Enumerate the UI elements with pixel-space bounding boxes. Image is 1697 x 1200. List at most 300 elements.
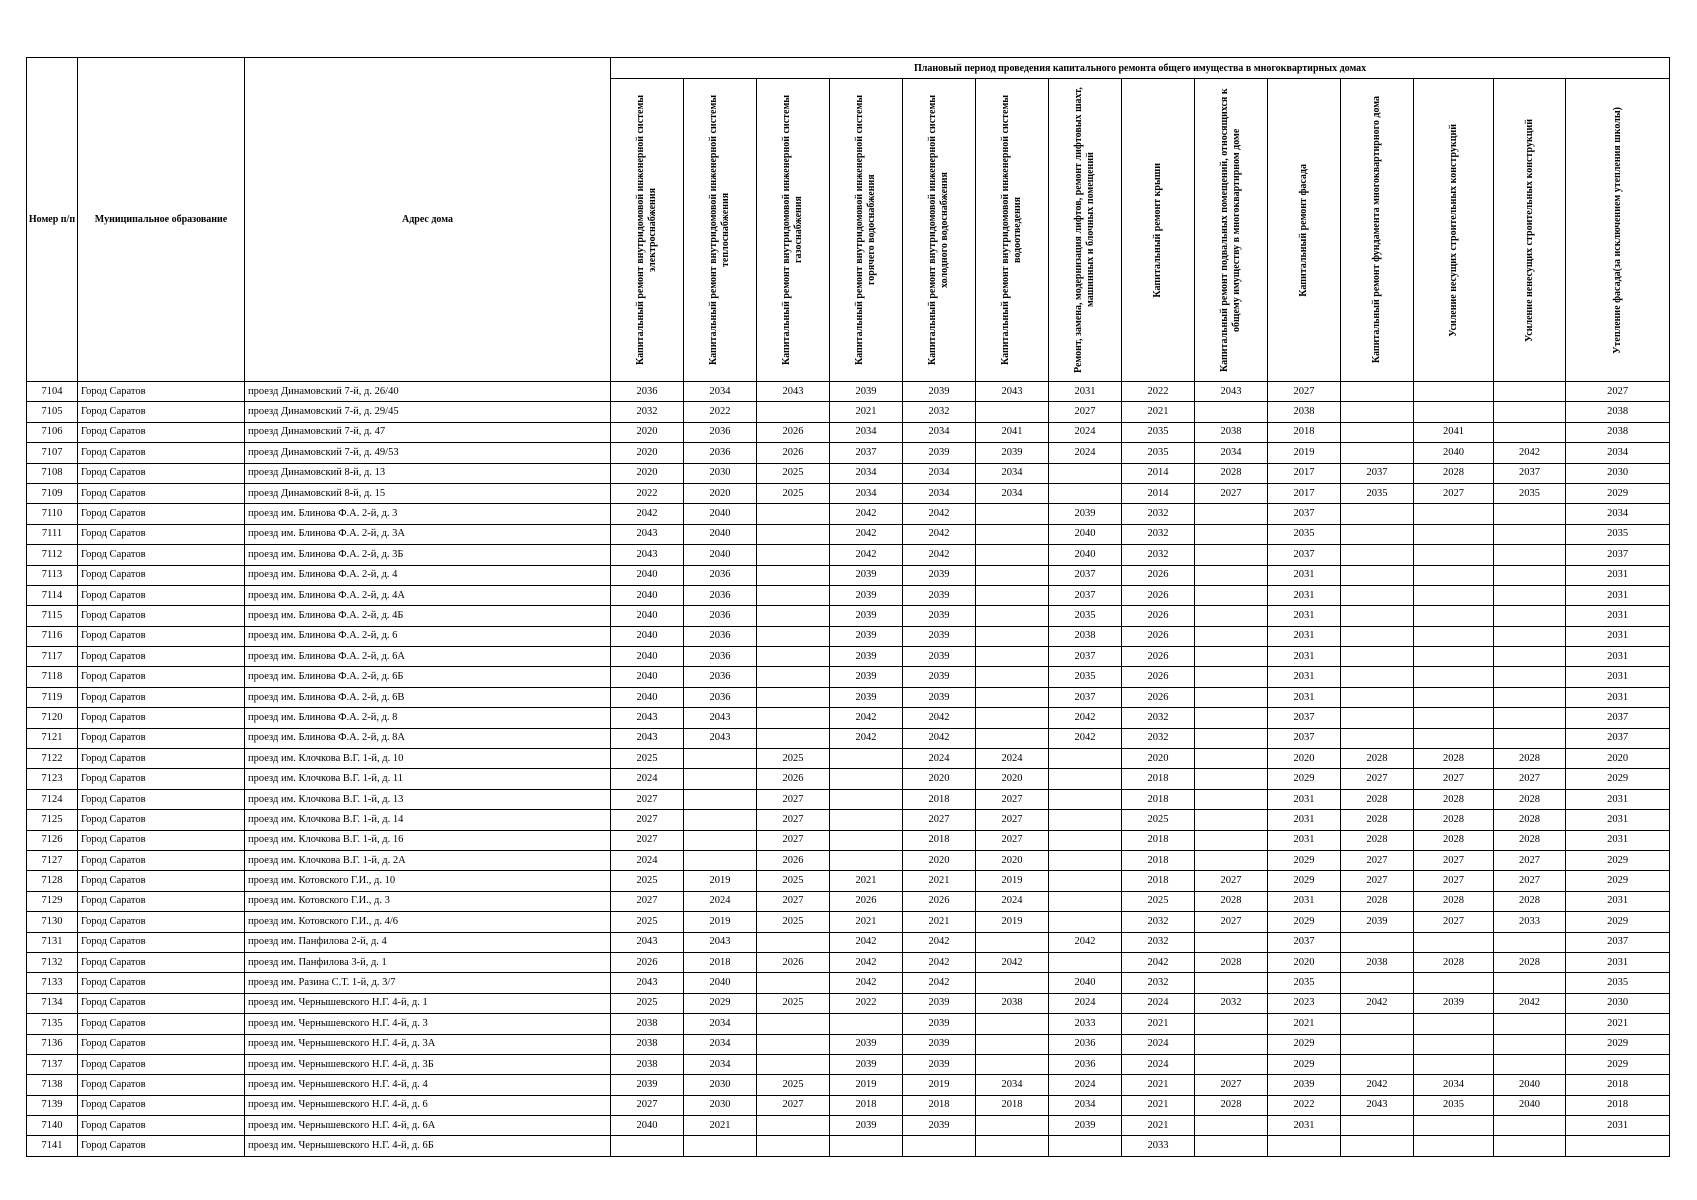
year-cell: 2038 bbox=[1268, 402, 1341, 422]
year-cell bbox=[830, 1014, 903, 1034]
year-cell: 2037 bbox=[1566, 545, 1670, 565]
table-row bbox=[27, 422, 1670, 442]
year-cell: 2040 bbox=[684, 973, 757, 993]
year-cell: 2024 bbox=[1122, 1054, 1195, 1074]
year-cell: 2030 bbox=[684, 463, 757, 483]
year-cell: 2036 bbox=[684, 647, 757, 667]
year-cell: 2039 bbox=[830, 1034, 903, 1054]
year-cell bbox=[757, 1136, 830, 1156]
year-cell: 2040 bbox=[611, 606, 684, 626]
year-cell bbox=[976, 402, 1049, 422]
year-cell: 2027 bbox=[757, 891, 830, 911]
year-cell: 2020 bbox=[611, 422, 684, 442]
row-address: проезд им. Блинова Ф.А. 2-й, д. 8 bbox=[245, 708, 611, 728]
year-cell: 2039 bbox=[903, 667, 976, 687]
year-cell: 2027 bbox=[757, 1095, 830, 1115]
year-cell: 2031 bbox=[1566, 585, 1670, 605]
year-cell bbox=[1341, 1136, 1414, 1156]
year-cell: 2039 bbox=[903, 687, 976, 707]
year-cell: 2027 bbox=[903, 810, 976, 830]
table-body bbox=[27, 382, 1670, 1157]
row-address: проезд им. Панфилова 2-й, д. 4 bbox=[245, 932, 611, 952]
year-cell: 2028 bbox=[1341, 891, 1414, 911]
table-row bbox=[27, 749, 1670, 769]
year-cell: 2026 bbox=[757, 422, 830, 442]
year-cell: 2025 bbox=[757, 871, 830, 891]
row-number: 7112 bbox=[27, 545, 78, 565]
year-cell: 2040 bbox=[611, 1116, 684, 1136]
year-cell: 2021 bbox=[1122, 1014, 1195, 1034]
year-cell bbox=[757, 504, 830, 524]
year-cell: 2026 bbox=[611, 952, 684, 972]
year-cell: 2043 bbox=[611, 973, 684, 993]
row-municipality: Город Саратов bbox=[78, 850, 245, 870]
year-cell bbox=[1195, 708, 1268, 728]
row-address: проезд им. Клочкова В.Г. 1-й, д. 14 bbox=[245, 810, 611, 830]
row-number: 7120 bbox=[27, 708, 78, 728]
year-cell: 2040 bbox=[1494, 1075, 1566, 1095]
year-cell: 2039 bbox=[830, 585, 903, 605]
year-cell bbox=[684, 1136, 757, 1156]
year-cell: 2027 bbox=[1414, 483, 1494, 503]
year-cell: 2018 bbox=[1122, 871, 1195, 891]
year-cell: 2043 bbox=[611, 932, 684, 952]
year-cell: 2042 bbox=[830, 973, 903, 993]
row-number: 7135 bbox=[27, 1014, 78, 1034]
year-cell bbox=[1049, 830, 1122, 850]
year-cell: 2043 bbox=[611, 728, 684, 748]
year-cell bbox=[1195, 810, 1268, 830]
year-cell: 2042 bbox=[830, 708, 903, 728]
year-cell: 2032 bbox=[1122, 504, 1195, 524]
year-cell: 2027 bbox=[1195, 1075, 1268, 1095]
year-cell: 2039 bbox=[903, 1014, 976, 1034]
year-cell bbox=[1494, 1116, 1566, 1136]
year-cell: 2042 bbox=[1049, 708, 1122, 728]
year-cell bbox=[1341, 1116, 1414, 1136]
row-municipality: Город Саратов bbox=[78, 1116, 245, 1136]
year-cell bbox=[976, 606, 1049, 626]
year-cell bbox=[1494, 728, 1566, 748]
year-cell: 2035 bbox=[1122, 422, 1195, 442]
year-cell: 2038 bbox=[1341, 952, 1414, 972]
table-row bbox=[27, 871, 1670, 891]
year-cell bbox=[1195, 565, 1268, 585]
year-cell: 2021 bbox=[903, 912, 976, 932]
year-cell bbox=[1341, 667, 1414, 687]
table-row bbox=[27, 402, 1670, 422]
row-address: проезд им. Чернышевского Н.Г. 4-й, д. 3 bbox=[245, 1014, 611, 1034]
year-cell bbox=[1414, 585, 1494, 605]
year-cell: 2034 bbox=[903, 483, 976, 503]
year-cell: 2033 bbox=[1494, 912, 1566, 932]
year-cell bbox=[757, 667, 830, 687]
year-cell bbox=[1414, 647, 1494, 667]
row-address: проезд им. Блинова Ф.А. 2-й, д. 3Б bbox=[245, 545, 611, 565]
year-cell: 2041 bbox=[1414, 422, 1494, 442]
year-cell bbox=[976, 708, 1049, 728]
year-cell: 2029 bbox=[684, 993, 757, 1013]
year-cell: 2027 bbox=[1049, 402, 1122, 422]
row-address: проезд им. Чернышевского Н.Г. 4-й, д. 6 bbox=[245, 1095, 611, 1115]
row-municipality: Город Саратов bbox=[78, 565, 245, 585]
row-number: 7126 bbox=[27, 830, 78, 850]
year-cell: 2031 bbox=[1566, 606, 1670, 626]
year-cell: 2025 bbox=[611, 993, 684, 1013]
year-cell: 2036 bbox=[684, 443, 757, 463]
year-cell: 2027 bbox=[611, 1095, 684, 1115]
row-municipality: Город Саратов bbox=[78, 932, 245, 952]
header-work-label: Ремонт, замена, модернизация лифтов, ремонт лифтовых шахт, машинных и блочных помещений bbox=[1073, 87, 1096, 373]
row-address: проезд Динамовский 8-й, д. 13 bbox=[245, 463, 611, 483]
year-cell bbox=[757, 1054, 830, 1074]
year-cell: 2043 bbox=[1341, 1095, 1414, 1115]
year-cell: 2039 bbox=[903, 647, 976, 667]
year-cell bbox=[1341, 1054, 1414, 1074]
year-cell: 2033 bbox=[1049, 1014, 1122, 1034]
year-cell: 2036 bbox=[684, 687, 757, 707]
year-cell bbox=[1195, 1136, 1268, 1156]
year-cell bbox=[1195, 850, 1268, 870]
row-number: 7136 bbox=[27, 1034, 78, 1054]
year-cell: 2039 bbox=[903, 382, 976, 402]
year-cell: 2037 bbox=[1268, 708, 1341, 728]
year-cell: 2020 bbox=[903, 769, 976, 789]
table-row bbox=[27, 382, 1670, 402]
year-cell bbox=[1195, 402, 1268, 422]
table-row bbox=[27, 830, 1670, 850]
year-cell bbox=[976, 1014, 1049, 1034]
header-work-14 bbox=[1566, 79, 1670, 382]
table-row bbox=[27, 1014, 1670, 1034]
year-cell: 2036 bbox=[611, 382, 684, 402]
year-cell: 2032 bbox=[611, 402, 684, 422]
year-cell: 2031 bbox=[1566, 789, 1670, 809]
row-municipality: Город Саратов bbox=[78, 667, 245, 687]
row-municipality: Город Саратов bbox=[78, 524, 245, 544]
year-cell: 2037 bbox=[1049, 585, 1122, 605]
year-cell: 2039 bbox=[903, 1116, 976, 1136]
year-cell: 2027 bbox=[611, 789, 684, 809]
year-cell: 2028 bbox=[1414, 789, 1494, 809]
year-cell: 2031 bbox=[1566, 647, 1670, 667]
row-municipality: Город Саратов bbox=[78, 810, 245, 830]
year-cell bbox=[1341, 443, 1414, 463]
year-cell: 2027 bbox=[976, 830, 1049, 850]
year-cell: 2028 bbox=[1414, 891, 1494, 911]
row-number: 7114 bbox=[27, 585, 78, 605]
year-cell bbox=[1341, 402, 1414, 422]
row-address: проезд им. Блинова Ф.А. 2-й, д. 6 bbox=[245, 626, 611, 646]
year-cell: 2029 bbox=[1268, 850, 1341, 870]
year-cell: 2034 bbox=[684, 1014, 757, 1034]
header-work-label: Капитальный ремонт фасада bbox=[1298, 163, 1309, 297]
row-municipality: Город Саратов bbox=[78, 891, 245, 911]
header-work-label: Усиление несущих строительных конструкций bbox=[1447, 123, 1459, 337]
year-cell: 2027 bbox=[976, 789, 1049, 809]
year-cell: 2020 bbox=[611, 463, 684, 483]
year-cell bbox=[684, 789, 757, 809]
year-cell bbox=[1494, 626, 1566, 646]
row-municipality: Город Саратов bbox=[78, 382, 245, 402]
year-cell: 2034 bbox=[830, 483, 903, 503]
year-cell bbox=[1341, 382, 1414, 402]
year-cell: 2039 bbox=[830, 606, 903, 626]
year-cell bbox=[1341, 708, 1414, 728]
row-number: 7109 bbox=[27, 483, 78, 503]
table-row bbox=[27, 1034, 1670, 1054]
header-row-top bbox=[27, 58, 1670, 79]
year-cell: 2031 bbox=[1268, 687, 1341, 707]
year-cell: 2042 bbox=[903, 728, 976, 748]
year-cell: 2036 bbox=[684, 565, 757, 585]
header-num: Номер п/п bbox=[27, 58, 78, 382]
year-cell: 2032 bbox=[1122, 524, 1195, 544]
year-cell: 2039 bbox=[1268, 1075, 1341, 1095]
year-cell bbox=[1414, 1054, 1494, 1074]
year-cell: 2028 bbox=[1195, 463, 1268, 483]
year-cell: 2042 bbox=[1494, 993, 1566, 1013]
year-cell: 2024 bbox=[1049, 443, 1122, 463]
year-cell: 2031 bbox=[1566, 830, 1670, 850]
year-cell: 2040 bbox=[611, 626, 684, 646]
row-address: проезд им. Чернышевского Н.Г. 4-й, д. 4 bbox=[245, 1075, 611, 1095]
year-cell bbox=[1049, 463, 1122, 483]
year-cell: 2042 bbox=[903, 545, 976, 565]
year-cell bbox=[1494, 1136, 1566, 1156]
year-cell bbox=[757, 606, 830, 626]
year-cell bbox=[1195, 524, 1268, 544]
row-municipality: Город Саратов bbox=[78, 749, 245, 769]
row-address: проезд Динамовский 7-й, д. 47 bbox=[245, 422, 611, 442]
year-cell: 2037 bbox=[830, 443, 903, 463]
year-cell: 2031 bbox=[1268, 667, 1341, 687]
year-cell: 2020 bbox=[1268, 749, 1341, 769]
year-cell: 2043 bbox=[611, 708, 684, 728]
year-cell: 2026 bbox=[1122, 626, 1195, 646]
year-cell: 2021 bbox=[1122, 402, 1195, 422]
year-cell: 2034 bbox=[1566, 504, 1670, 524]
year-cell: 2022 bbox=[1122, 382, 1195, 402]
table-row bbox=[27, 1136, 1670, 1156]
row-number: 7125 bbox=[27, 810, 78, 830]
year-cell: 2026 bbox=[1122, 585, 1195, 605]
year-cell: 2043 bbox=[611, 524, 684, 544]
year-cell: 2029 bbox=[1268, 769, 1341, 789]
year-cell: 2021 bbox=[830, 912, 903, 932]
year-cell: 2027 bbox=[1268, 382, 1341, 402]
year-cell: 2042 bbox=[903, 932, 976, 952]
year-cell bbox=[1414, 1034, 1494, 1054]
year-cell: 2040 bbox=[611, 667, 684, 687]
year-cell: 2031 bbox=[1566, 667, 1670, 687]
row-number: 7123 bbox=[27, 769, 78, 789]
year-cell: 2042 bbox=[903, 524, 976, 544]
year-cell: 2042 bbox=[830, 545, 903, 565]
year-cell: 2037 bbox=[1049, 687, 1122, 707]
year-cell: 2034 bbox=[1566, 443, 1670, 463]
year-cell: 2043 bbox=[976, 382, 1049, 402]
year-cell bbox=[1049, 810, 1122, 830]
row-municipality: Город Саратов bbox=[78, 789, 245, 809]
year-cell bbox=[1195, 932, 1268, 952]
year-cell bbox=[1049, 850, 1122, 870]
row-municipality: Город Саратов bbox=[78, 443, 245, 463]
row-address: проезд им. Панфилова 3-й, д. 1 bbox=[245, 952, 611, 972]
year-cell: 2021 bbox=[1122, 1095, 1195, 1115]
table-row bbox=[27, 1095, 1670, 1115]
year-cell: 2035 bbox=[1414, 1095, 1494, 1115]
year-cell: 2018 bbox=[1268, 422, 1341, 442]
year-cell bbox=[1341, 422, 1414, 442]
header-work-4 bbox=[830, 79, 903, 382]
year-cell: 2032 bbox=[1122, 973, 1195, 993]
year-cell bbox=[684, 850, 757, 870]
year-cell: 2040 bbox=[684, 504, 757, 524]
year-cell: 2040 bbox=[684, 545, 757, 565]
year-cell: 2023 bbox=[1268, 993, 1341, 1013]
year-cell: 2040 bbox=[611, 687, 684, 707]
year-cell: 2026 bbox=[903, 891, 976, 911]
year-cell: 2018 bbox=[1566, 1075, 1670, 1095]
year-cell: 2038 bbox=[976, 993, 1049, 1013]
year-cell: 2014 bbox=[1122, 463, 1195, 483]
row-number: 7139 bbox=[27, 1095, 78, 1115]
row-address: проезд им. Блинова Ф.А. 2-й, д. 4Б bbox=[245, 606, 611, 626]
year-cell bbox=[1049, 769, 1122, 789]
year-cell: 2028 bbox=[1341, 749, 1414, 769]
year-cell bbox=[1049, 952, 1122, 972]
year-cell bbox=[976, 1034, 1049, 1054]
year-cell: 2026 bbox=[1122, 687, 1195, 707]
year-cell: 2034 bbox=[976, 1075, 1049, 1095]
year-cell: 2039 bbox=[1049, 1116, 1122, 1136]
table-row bbox=[27, 483, 1670, 503]
year-cell bbox=[1341, 647, 1414, 667]
table-row bbox=[27, 952, 1670, 972]
year-cell: 2029 bbox=[1566, 1034, 1670, 1054]
year-cell bbox=[830, 830, 903, 850]
row-address: проезд им. Блинова Ф.А. 2-й, д. 4 bbox=[245, 565, 611, 585]
row-municipality: Город Саратов bbox=[78, 973, 245, 993]
year-cell: 2035 bbox=[1268, 973, 1341, 993]
year-cell: 2028 bbox=[1494, 789, 1566, 809]
year-cell: 2021 bbox=[830, 402, 903, 422]
year-cell bbox=[684, 830, 757, 850]
header-municipality: Муниципальное образование bbox=[78, 58, 245, 382]
table-row bbox=[27, 1116, 1670, 1136]
year-cell: 2024 bbox=[1049, 422, 1122, 442]
year-cell: 2020 bbox=[1122, 749, 1195, 769]
row-number: 7124 bbox=[27, 789, 78, 809]
year-cell: 2034 bbox=[684, 1034, 757, 1054]
year-cell: 2030 bbox=[684, 1095, 757, 1115]
year-cell: 2028 bbox=[1494, 810, 1566, 830]
year-cell: 2027 bbox=[1494, 850, 1566, 870]
year-cell bbox=[976, 932, 1049, 952]
year-cell: 2019 bbox=[1268, 443, 1341, 463]
year-cell: 2035 bbox=[1566, 524, 1670, 544]
year-cell bbox=[1494, 708, 1566, 728]
year-cell: 2028 bbox=[1494, 830, 1566, 850]
year-cell bbox=[1494, 585, 1566, 605]
year-cell bbox=[1494, 1054, 1566, 1074]
year-cell: 2027 bbox=[1414, 912, 1494, 932]
row-address: проезд им. Блинова Ф.А. 2-й, д. 8А bbox=[245, 728, 611, 748]
year-cell bbox=[976, 545, 1049, 565]
year-cell: 2028 bbox=[1414, 463, 1494, 483]
year-cell: 2040 bbox=[1414, 443, 1494, 463]
year-cell: 2028 bbox=[1414, 810, 1494, 830]
year-cell: 2039 bbox=[830, 687, 903, 707]
row-address: проезд им. Клочкова В.Г. 1-й, д. 13 bbox=[245, 789, 611, 809]
year-cell bbox=[1414, 667, 1494, 687]
row-number: 7133 bbox=[27, 973, 78, 993]
year-cell: 2025 bbox=[1122, 810, 1195, 830]
year-cell: 2042 bbox=[976, 952, 1049, 972]
year-cell: 2032 bbox=[1122, 912, 1195, 932]
year-cell: 2020 bbox=[684, 483, 757, 503]
header-work-9 bbox=[1195, 79, 1268, 382]
year-cell bbox=[1414, 504, 1494, 524]
year-cell bbox=[1195, 687, 1268, 707]
year-cell bbox=[1414, 524, 1494, 544]
year-cell: 2025 bbox=[611, 871, 684, 891]
row-address: проезд им. Котовского Г.И., д. 10 bbox=[245, 871, 611, 891]
year-cell bbox=[1195, 606, 1268, 626]
year-cell bbox=[1341, 565, 1414, 585]
row-address: проезд им. Чернышевского Н.Г. 4-й, д. 1 bbox=[245, 993, 611, 1013]
table-row bbox=[27, 769, 1670, 789]
header-work-7 bbox=[1049, 79, 1122, 382]
year-cell: 2037 bbox=[1494, 463, 1566, 483]
table-row bbox=[27, 993, 1670, 1013]
year-cell bbox=[1494, 1034, 1566, 1054]
year-cell: 2027 bbox=[1414, 769, 1494, 789]
row-address: проезд им. Чернышевского Н.Г. 4-й, д. 3Б bbox=[245, 1054, 611, 1074]
year-cell: 2032 bbox=[1122, 708, 1195, 728]
row-number: 7119 bbox=[27, 687, 78, 707]
year-cell: 2034 bbox=[830, 463, 903, 483]
year-cell: 2021 bbox=[830, 871, 903, 891]
year-cell: 2028 bbox=[1494, 952, 1566, 972]
year-cell: 2031 bbox=[1268, 810, 1341, 830]
year-cell bbox=[1195, 667, 1268, 687]
row-address: проезд им. Чернышевского Н.Г. 4-й, д. 6А bbox=[245, 1116, 611, 1136]
row-number: 7121 bbox=[27, 728, 78, 748]
year-cell bbox=[1341, 728, 1414, 748]
row-address: проезд им. Клочкова В.Г. 1-й, д. 2А bbox=[245, 850, 611, 870]
year-cell bbox=[976, 1116, 1049, 1136]
year-cell: 2026 bbox=[1122, 565, 1195, 585]
year-cell bbox=[1341, 524, 1414, 544]
year-cell: 2037 bbox=[1268, 932, 1341, 952]
row-municipality: Город Саратов bbox=[78, 1054, 245, 1074]
year-cell: 2039 bbox=[830, 1054, 903, 1074]
year-cell: 2031 bbox=[1268, 789, 1341, 809]
year-cell: 2024 bbox=[1122, 993, 1195, 1013]
year-cell: 2043 bbox=[684, 708, 757, 728]
year-cell: 2035 bbox=[1049, 606, 1122, 626]
year-cell bbox=[1494, 402, 1566, 422]
year-cell: 2027 bbox=[757, 810, 830, 830]
year-cell: 2038 bbox=[1566, 402, 1670, 422]
year-cell: 2039 bbox=[830, 565, 903, 585]
year-cell: 2018 bbox=[1122, 769, 1195, 789]
year-cell: 2026 bbox=[757, 850, 830, 870]
year-cell: 2027 bbox=[1566, 382, 1670, 402]
year-cell: 2029 bbox=[1268, 1034, 1341, 1054]
